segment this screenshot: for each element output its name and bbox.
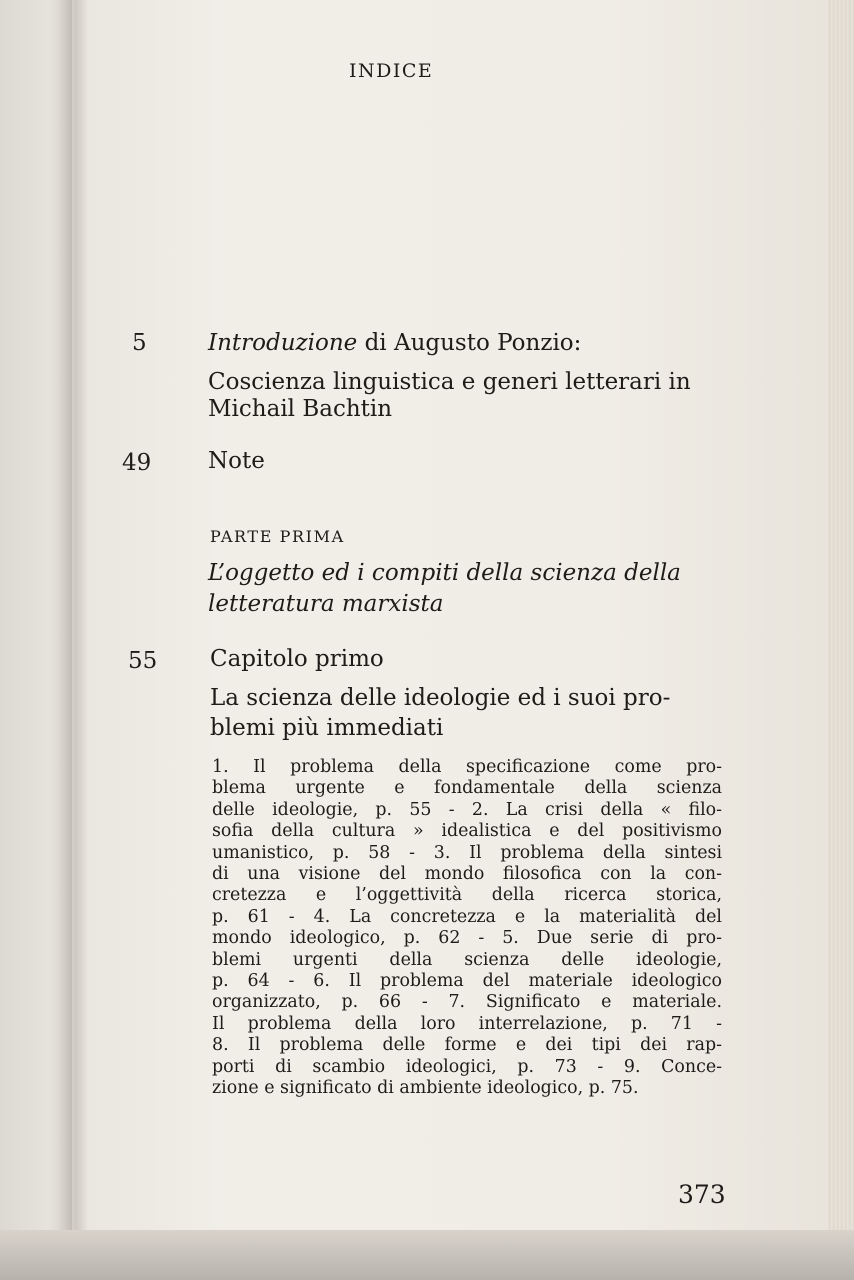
intro-author: di Augusto Ponzio: <box>357 330 582 356</box>
summary-line: umanistico, p. 58 - 3. Il problema della sintesi <box>212 842 722 863</box>
page-title: INDICE <box>349 60 434 82</box>
entry-page-number: 49 <box>122 450 152 476</box>
part-title-line: letteratura marxista <box>208 591 444 617</box>
summary-line: cretezza e l’oggettività della ricerca storica, <box>212 885 722 906</box>
chapter-title-line: blemi più immediati <box>210 715 444 741</box>
spine-shadow <box>58 0 88 1280</box>
entry-title-line: Michail Bachtin <box>208 396 393 422</box>
page-number: 373 <box>678 1180 726 1209</box>
table-surface <box>0 1230 854 1280</box>
summary-line: blemi urgenti della scienza delle ideologie, <box>212 949 722 970</box>
summary-line: mondo ideologico, p. 62 - 5. Due serie di pro- <box>212 928 722 949</box>
summary-line: organizzato, p. 66 - 7. Significato e materiale. <box>212 992 722 1013</box>
summary-line: p. 61 - 4. La concretezza e la materialità del <box>212 906 722 927</box>
intro-italic-label: Introduzione <box>208 330 358 356</box>
summary-line: porti di scambio ideologici, p. 73 - 9. Conce- <box>212 1056 722 1077</box>
entry-title: Note <box>208 448 265 474</box>
page-stack-edge <box>828 0 854 1262</box>
summary-line: Il problema della loro interrelazione, p. 71 - <box>212 1013 722 1034</box>
summary-line: 8. Il problema delle forme e dei tipi dei rap- <box>212 1035 722 1056</box>
summary-line: zione e significato di ambiente ideologico, p. 75. <box>212 1078 639 1099</box>
summary-line: sofia della cultura » idealistica e del positivismo <box>212 821 722 842</box>
entry-page-number: 5 <box>132 330 147 356</box>
entry-intro-line <box>208 330 581 356</box>
entry-title-line: Coscienza linguistica e generi letterari in <box>208 369 691 395</box>
summary-line: delle ideologie, p. 55 - 2. La crisi della « filo- <box>212 799 722 820</box>
chapter-label: Capitolo primo <box>210 646 384 672</box>
summary-line: 1. Il problema della specificazione come pro- <box>212 757 722 777</box>
chapter-summary <box>212 757 722 1100</box>
chapter-page-number: 55 <box>128 648 158 674</box>
part-label: PARTE PRIMA <box>210 527 345 546</box>
summary-line: di una visione del mondo filosofica con la con- <box>212 864 722 885</box>
summary-line: blema urgente e fondamentale della scienza <box>212 778 722 799</box>
part-title-line: L’oggetto ed i compiti della scienza della <box>208 560 681 586</box>
summary-line: p. 64 - 6. Il problema del materiale ideologico <box>212 971 722 992</box>
chapter-title-line: La scienza delle ideologie ed i suoi pro- <box>210 685 671 711</box>
